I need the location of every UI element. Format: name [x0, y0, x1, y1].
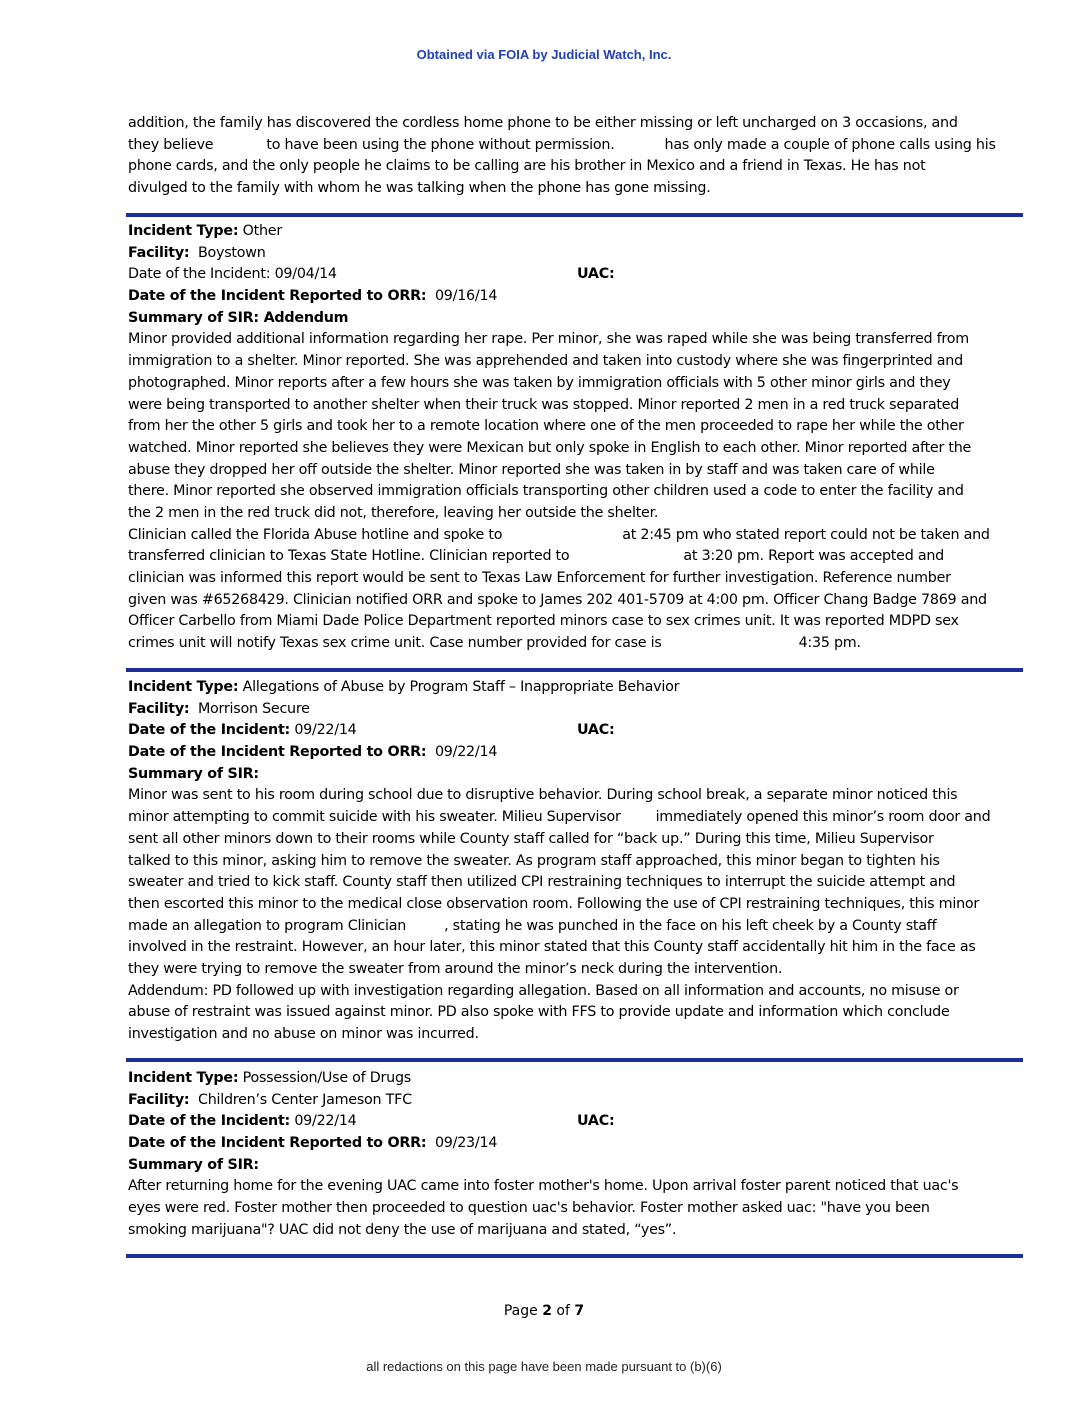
foia-header: Obtained via FOIA by Judicial Watch, Inc. — [416, 47, 672, 62]
page-total: 7 — [574, 1303, 585, 1319]
facility-value: Boystown — [197, 244, 266, 261]
summary-line: smoking marijuana"? UAC did not deny the use of marijuana and stated, “yes”. — [128, 1221, 677, 1238]
reported-label: Date of the Incident Reported to ORR: — [128, 744, 427, 761]
reported-label: Date of the Incident Reported to ORR: — [128, 288, 427, 305]
redaction-note: all redactions on this page have been made pursuant to (b)(6) — [366, 1359, 722, 1374]
date-value: 09/22/14 — [294, 722, 357, 739]
summary-line — [128, 525, 1028, 547]
facility-value: Children’s Center Jameson TFC — [197, 1091, 412, 1108]
summary-text: , stating he was punched in the face on his left cheek by a County staff — [444, 917, 937, 934]
summary-line: the 2 men in the red truck did not, therefore, leaving her outside the shelter. — [128, 504, 659, 521]
incident-block — [128, 1068, 1028, 1242]
summary-line — [128, 546, 1028, 568]
intro-text: to have been using the phone without permission. — [266, 136, 615, 153]
date-label: Date of the Incident: — [128, 266, 271, 283]
intro-paragraph — [128, 113, 1028, 200]
incident-type-value: Other — [242, 223, 282, 239]
page-word: Page — [503, 1303, 538, 1319]
summary-line: talked to this minor, asking him to remove the sweater. As program staff approached, this minor began to tighten his — [128, 852, 940, 869]
summary-line: clinician was informed this report would be sent to Texas Law Enforcement for further investigation. Reference number — [128, 570, 951, 586]
summary-text: 4:35 pm. — [798, 635, 861, 652]
section-divider — [126, 1254, 1023, 1258]
summary-line: given was #65268429. Clinician notified ORR and spoke to James 202 401-5709 at 4:00 pm. Officer Chang Badge 7869 and — [128, 591, 987, 608]
facility-label: Facility: — [128, 700, 190, 717]
incident-type-label: Incident Type: — [128, 1070, 239, 1086]
summary-label: Summary of SIR: — [128, 765, 259, 782]
summary-line: sent all other minors down to their rooms while County staff called for “back up.” During this time, Milieu Supervisor — [128, 830, 934, 847]
date-label: Date of the Incident: — [128, 722, 291, 739]
intro-line — [128, 135, 1028, 157]
incident-type-label: Incident Type: — [128, 223, 239, 239]
summary-line: immigration to a shelter. Minor reported. She was apprehended and taken into custody where she was fingerprinted and — [128, 353, 963, 370]
section-divider — [126, 213, 1023, 217]
summary-line: eyes were red. Foster mother then proceeded to question uac's behavior. Foster mother asked uac: "have you been — [128, 1200, 930, 1217]
section-divider — [126, 668, 1023, 672]
uac-label: UAC: — [577, 1113, 615, 1130]
summary-line — [128, 807, 1028, 829]
uac-label: UAC: — [577, 266, 615, 283]
summary-line: Minor provided additional information regarding her rape. Per minor, she was raped while she was being transferred from — [128, 331, 969, 348]
summary-line: were being transported to another shelter when their truck was stopped. Minor reported 2 men in a red truck separated — [128, 396, 960, 413]
summary-line: watched. Minor reported she believes they were Mexican but only spoke in English to each other. Minor reported after the — [128, 439, 972, 456]
page-number — [0, 1303, 1088, 1319]
reported-value: 09/16/14 — [434, 288, 498, 305]
summary-text: at 2:45 pm who stated report could not be taken and — [622, 526, 990, 543]
reported-value: 09/22/14 — [434, 744, 498, 761]
summary-text: at 3:20 pm. Report was accepted and — [683, 548, 944, 565]
summary-text: minor attempting to commit suicide with his sweater. Milieu Supervisor — [128, 809, 621, 826]
summary-text: made an allegation to program Clinician — [128, 917, 407, 934]
summary-line: they were trying to remove the sweater from around the minor’s neck during the intervention. — [128, 960, 783, 977]
summary-line: After returning home for the evening UAC came into foster mother's home. Upon arrival foster parent noticed that uac's — [128, 1178, 959, 1195]
summary-text: transferred clinician to Texas State Hotline. Clinician reported to — [128, 548, 570, 565]
summary-line — [128, 916, 1028, 938]
section-divider — [126, 1058, 1023, 1062]
intro-text: has only made a couple of phone calls using his — [664, 136, 996, 153]
uac-label: UAC: — [577, 722, 615, 739]
page-current: 2 — [542, 1303, 552, 1319]
date-value: 09/04/14 — [274, 266, 337, 283]
incident-block — [128, 221, 1028, 655]
intro-line: divulged to the family with whom he was talking when the phone has gone missing. — [128, 180, 711, 197]
summary-line: Addendum: PD followed up with investigation regarding allegation. Based on all information and accounts, no misuse or — [128, 982, 959, 999]
summary-line: Officer Carbello from Miami Dade Police Department reported minors case to sex crimes unit. It was reported MDPD sex — [128, 613, 959, 630]
incident-type-value: Allegations of Abuse by Program Staff – Inappropriate Behavior — [242, 679, 680, 695]
intro-line: phone cards, and the only people he claims to be calling are his brother in Mexico and a friend in Texas. He has not — [128, 158, 926, 175]
summary-line: abuse of restraint was issued against minor. PD also spoke with FFS to provide update and information which conclude — [128, 1004, 950, 1021]
facility-label: Facility: — [128, 244, 190, 261]
date-value: 09/22/14 — [294, 1113, 357, 1130]
date-label: Date of the Incident: — [128, 1113, 291, 1130]
reported-label: Date of the Incident Reported to ORR: — [128, 1135, 427, 1152]
summary-text: Clinician called the Florida Abuse hotline and spoke to — [128, 526, 503, 543]
summary-label: Summary of SIR: — [128, 1156, 259, 1173]
intro-line: addition, the family has discovered the cordless home phone to be either missing or left uncharged on 3 occasions, and — [128, 115, 958, 131]
incident-block — [128, 677, 1028, 1046]
summary-label: Summary of SIR: Addendum — [128, 309, 349, 326]
incident-type-label: Incident Type: — [128, 679, 239, 695]
summary-line: photographed. Minor reports after a few hours she was taken by immigration officials with 5 other minor girls and they — [128, 374, 951, 391]
summary-line: abuse they dropped her off outside the shelter. Minor reported she was taken in by staff and was taken care of while — [128, 461, 935, 478]
summary-line: investigation and no abuse on minor was incurred. — [128, 1026, 479, 1042]
summary-text: immediately opened this minor’s room door and — [655, 809, 991, 826]
summary-line: from her the other 5 girls and took her to a remote location where one of the men proceeded to rape her while the other — [128, 418, 964, 435]
summary-text: crimes unit will notify Texas sex crime unit. Case number provided for case is — [128, 635, 662, 652]
summary-line: Minor was sent to his room during school due to disruptive behavior. During school break, a separate minor noticed this — [128, 787, 958, 804]
summary-line: there. Minor reported she observed immigration officials transporting other children used a code to enter the facility and — [128, 483, 964, 500]
summary-line: sweater and tried to kick staff. County staff then utilized CPI restraining techniques to interrupt the suicide attempt and — [128, 874, 956, 891]
summary-line: involved in the restraint. However, an hour later, this minor stated that this County staff accidentally hit him in the face as — [128, 939, 976, 956]
reported-value: 09/23/14 — [434, 1135, 498, 1152]
summary-line: then escorted this minor to the medical close observation room. Following the use of CPI restraining techniques, this minor — [128, 895, 980, 912]
facility-value: Morrison Secure — [197, 700, 310, 717]
of-word: of — [556, 1303, 570, 1319]
facility-label: Facility: — [128, 1091, 190, 1108]
intro-text: they believe — [128, 136, 214, 153]
incident-type-value: Possession/Use of Drugs — [242, 1070, 411, 1086]
summary-line — [128, 633, 1028, 655]
